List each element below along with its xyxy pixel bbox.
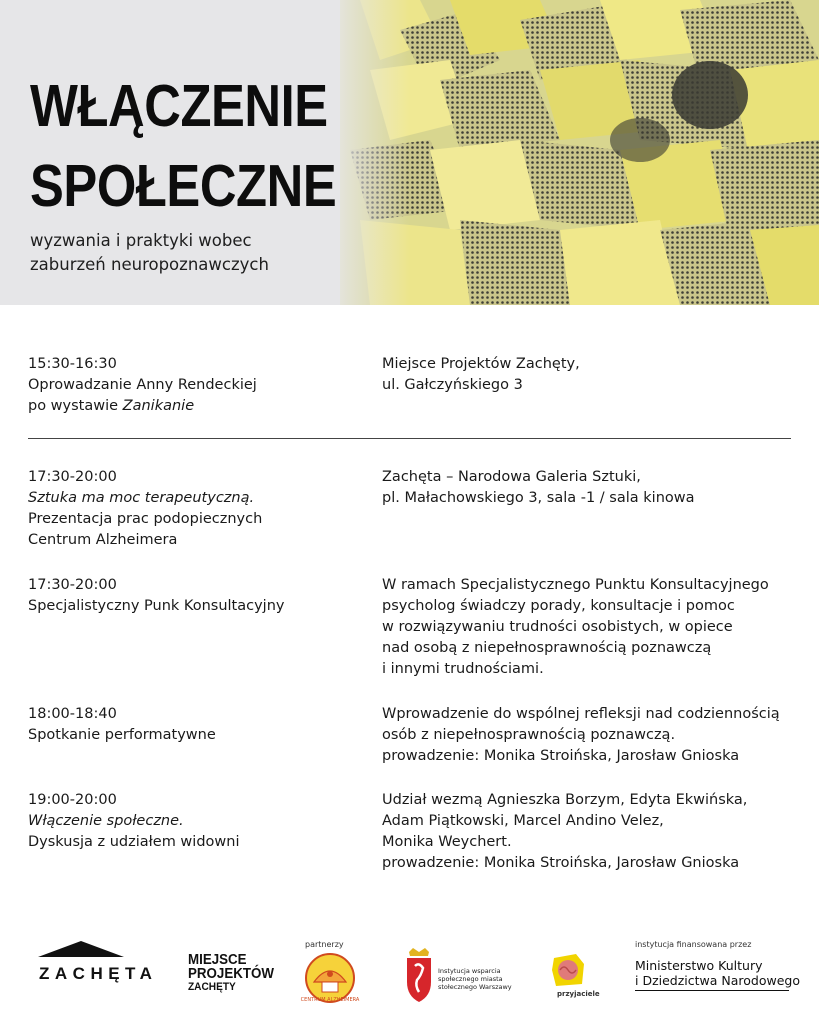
event-desc: Centrum Alzheimera (28, 532, 178, 548)
warsaw-institution-text (438, 967, 528, 991)
ministry-line-2: i Dziedzictwa Narodowego (635, 973, 800, 988)
event-location (382, 354, 802, 396)
location-line: Zachęta – Narodowa Galeria Sztuki, (382, 469, 641, 485)
location-line: Miejsce Projektów Zachęty, (382, 356, 580, 372)
event-time: 19:00-20:00 (28, 792, 117, 808)
location-line: ul. Gałczyńskiego 3 (382, 377, 523, 393)
section-divider (28, 438, 791, 439)
desc-line: osób z niepełnosprawnością poznawczą. (382, 727, 676, 743)
location-line: pl. Małachowskiego 3, sala -1 / sala kinowa (382, 490, 695, 506)
event-info (28, 467, 368, 551)
mpz-line-1: MIEJSCE (188, 952, 247, 968)
footer-logos (0, 930, 819, 1024)
warsaw-coat-of-arms-icon (404, 946, 434, 1004)
zacheta-roof-icon (34, 940, 128, 960)
mpz-logo (188, 953, 274, 993)
event-info (28, 704, 368, 746)
desc-line: prowadzenie: Monika Stroińska, Jarosław Gnioska (382, 855, 740, 871)
title-line-1: WŁĄCZENIE (30, 73, 328, 139)
title-line-2: SPOŁECZNE (30, 153, 337, 219)
mpz-line-2: PROJEKTÓW (188, 966, 274, 982)
event-title: Sztuka ma moc terapeutyczną. (28, 490, 255, 506)
desc-line: w rozwiązywaniu trudności osobistych, w opiece (382, 619, 733, 635)
event-info (28, 790, 368, 853)
event-title: Oprowadzanie Anny Rendeckiej (28, 377, 257, 393)
desc-line: W ramach Specjalistycznego Punktu Konsultacyjnego (382, 577, 769, 593)
event-description (382, 790, 802, 874)
desc-line: prowadzenie: Monika Stroińska, Jarosław Gnioska (382, 748, 740, 764)
event-time: 18:00-18:40 (28, 706, 117, 722)
desc-line: Udział wezmą Agnieszka Borzym, Edyta Ekwińska, (382, 792, 748, 808)
event-time: 17:30-20:00 (28, 469, 117, 485)
event-title-prefix: po wystawie (28, 398, 123, 414)
event-description (382, 704, 802, 767)
ministry-logo (635, 958, 800, 991)
event-title-italic: Zanikanie (122, 398, 195, 414)
desc-line: psycholog świadczy porady, konsultacje i pomoc (382, 598, 735, 614)
event-title: Włączenie społeczne. (28, 813, 184, 829)
funded-by-label: instytucja finansowana przez (635, 940, 752, 949)
event-description (382, 575, 802, 680)
warsaw-text-line: stołecznego Warszawy (438, 983, 512, 991)
desc-line: Wprowadzenie do wspólnej refleksji nad codziennością (382, 706, 780, 722)
event-title: Spotkanie performatywne (28, 727, 216, 743)
event-title-cont (28, 396, 368, 417)
event-info (28, 575, 368, 617)
warsaw-text-line: społecznego miasta (438, 975, 503, 983)
desc-line: nad osobą z niepełnosprawnością poznawczą (382, 640, 712, 656)
friends-label: przyjaciele (557, 990, 600, 998)
warsaw-text-line: Instytucja wsparcia (438, 967, 501, 975)
event-desc: Prezentacja prac podopiecznych (28, 511, 263, 527)
friends-brain-icon (548, 950, 588, 990)
event-info (28, 354, 368, 417)
centrum-alzheimera-logo (300, 952, 360, 1004)
event-title: Specjalistyczny Punk Konsultacyjny (28, 598, 285, 614)
page-subtitle (30, 229, 269, 277)
mpz-line-3: ZACHĘTY (188, 981, 236, 993)
partners-label: partnerzy (305, 940, 344, 949)
zacheta-logo: ZACHĘTA (39, 964, 158, 983)
page-title (30, 66, 336, 226)
desc-line: Adam Piątkowski, Marcel Andino Velez, (382, 813, 664, 829)
desc-line: Monika Weychert. (382, 834, 512, 850)
hero-banner (0, 0, 819, 305)
desc-line: i innymi trudnościami. (382, 661, 544, 677)
event-title-cont: Dyskusja z udziałem widowni (28, 834, 240, 850)
ministry-line-1: Ministerstwo Kultury (635, 958, 763, 973)
event-time: 17:30-20:00 (28, 577, 117, 593)
subtitle-line-2: zaburzeń neuropoznawczych (30, 255, 269, 274)
subtitle-line-1: wyzwania i praktyki wobec (30, 231, 252, 250)
event-location (382, 467, 802, 509)
event-time: 15:30-16:30 (28, 356, 117, 372)
centrum-alzheimera-label: CENTRUM ALZHEIMERA (300, 997, 360, 1003)
